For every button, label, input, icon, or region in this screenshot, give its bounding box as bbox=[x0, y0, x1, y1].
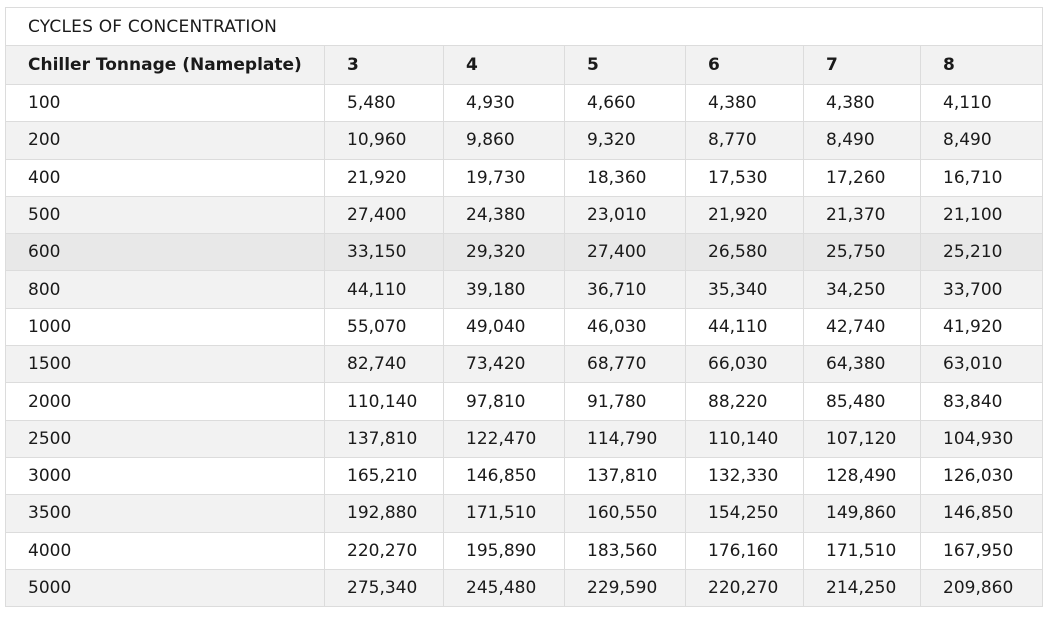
value-cell: 4,380 bbox=[804, 85, 921, 122]
value-cell: 104,930 bbox=[921, 420, 1043, 457]
value-cell: 132,330 bbox=[686, 457, 804, 494]
tonnage-cell: 800 bbox=[6, 271, 325, 308]
tonnage-cell: 1500 bbox=[6, 346, 325, 383]
value-cell: 23,010 bbox=[565, 196, 686, 233]
value-cell: 160,550 bbox=[565, 495, 686, 532]
value-cell: 88,220 bbox=[686, 383, 804, 420]
value-cell: 17,260 bbox=[804, 159, 921, 196]
table-row bbox=[6, 495, 1043, 532]
table-row bbox=[6, 346, 1043, 383]
value-cell: 4,380 bbox=[686, 85, 804, 122]
value-cell: 122,470 bbox=[444, 420, 565, 457]
tonnage-cell: 400 bbox=[6, 159, 325, 196]
value-cell: 19,730 bbox=[444, 159, 565, 196]
value-cell: 21,920 bbox=[686, 196, 804, 233]
value-cell: 24,380 bbox=[444, 196, 565, 233]
value-cell: 275,340 bbox=[325, 569, 444, 606]
tonnage-cell: 3000 bbox=[6, 457, 325, 494]
value-cell: 171,510 bbox=[444, 495, 565, 532]
column-header-cycles-4: 4 bbox=[444, 46, 565, 85]
tonnage-cell: 600 bbox=[6, 234, 325, 271]
tonnage-cell: 3500 bbox=[6, 495, 325, 532]
table-row bbox=[6, 122, 1043, 159]
value-cell: 126,030 bbox=[921, 457, 1043, 494]
value-cell: 5,480 bbox=[325, 85, 444, 122]
value-cell: 195,890 bbox=[444, 532, 565, 569]
value-cell: 44,110 bbox=[686, 308, 804, 345]
value-cell: 4,660 bbox=[565, 85, 686, 122]
table-row bbox=[6, 308, 1043, 345]
column-header-cycles-8: 8 bbox=[921, 46, 1043, 85]
value-cell: 17,530 bbox=[686, 159, 804, 196]
tonnage-cell: 1000 bbox=[6, 308, 325, 345]
value-cell: 10,960 bbox=[325, 122, 444, 159]
value-cell: 128,490 bbox=[804, 457, 921, 494]
value-cell: 68,770 bbox=[565, 346, 686, 383]
value-cell: 55,070 bbox=[325, 308, 444, 345]
table-row bbox=[6, 159, 1043, 196]
value-cell: 209,860 bbox=[921, 569, 1043, 606]
value-cell: 137,810 bbox=[325, 420, 444, 457]
tonnage-cell: 100 bbox=[6, 85, 325, 122]
value-cell: 146,850 bbox=[444, 457, 565, 494]
table-row bbox=[6, 457, 1043, 494]
value-cell: 8,490 bbox=[804, 122, 921, 159]
value-cell: 25,210 bbox=[921, 234, 1043, 271]
value-cell: 29,320 bbox=[444, 234, 565, 271]
value-cell: 49,040 bbox=[444, 308, 565, 345]
value-cell: 114,790 bbox=[565, 420, 686, 457]
value-cell: 46,030 bbox=[565, 308, 686, 345]
data-table-container bbox=[5, 7, 1042, 607]
value-cell: 83,840 bbox=[921, 383, 1043, 420]
value-cell: 9,320 bbox=[565, 122, 686, 159]
table-row bbox=[6, 85, 1043, 122]
value-cell: 245,480 bbox=[444, 569, 565, 606]
value-cell: 9,860 bbox=[444, 122, 565, 159]
table-row bbox=[6, 196, 1043, 233]
column-header-cycles-6: 6 bbox=[686, 46, 804, 85]
column-header-tonnage: Chiller Tonnage (Nameplate) bbox=[6, 46, 325, 85]
value-cell: 35,340 bbox=[686, 271, 804, 308]
value-cell: 110,140 bbox=[686, 420, 804, 457]
value-cell: 33,700 bbox=[921, 271, 1043, 308]
value-cell: 27,400 bbox=[325, 196, 444, 233]
value-cell: 8,490 bbox=[921, 122, 1043, 159]
value-cell: 85,480 bbox=[804, 383, 921, 420]
column-header-cycles-3: 3 bbox=[325, 46, 444, 85]
tonnage-cell: 2500 bbox=[6, 420, 325, 457]
value-cell: 110,140 bbox=[325, 383, 444, 420]
value-cell: 167,950 bbox=[921, 532, 1043, 569]
table-row bbox=[6, 271, 1043, 308]
column-header-cycles-5: 5 bbox=[565, 46, 686, 85]
table-body bbox=[6, 85, 1043, 607]
value-cell: 97,810 bbox=[444, 383, 565, 420]
table-row bbox=[6, 420, 1043, 457]
cycles-of-concentration-table bbox=[5, 7, 1043, 607]
value-cell: 220,270 bbox=[686, 569, 804, 606]
value-cell: 73,420 bbox=[444, 346, 565, 383]
tonnage-cell: 200 bbox=[6, 122, 325, 159]
value-cell: 21,370 bbox=[804, 196, 921, 233]
table-row bbox=[6, 532, 1043, 569]
value-cell: 171,510 bbox=[804, 532, 921, 569]
column-header-cycles-7: 7 bbox=[804, 46, 921, 85]
value-cell: 16,710 bbox=[921, 159, 1043, 196]
value-cell: 91,780 bbox=[565, 383, 686, 420]
value-cell: 176,160 bbox=[686, 532, 804, 569]
value-cell: 220,270 bbox=[325, 532, 444, 569]
tonnage-cell: 4000 bbox=[6, 532, 325, 569]
value-cell: 63,010 bbox=[921, 346, 1043, 383]
tonnage-cell: 500 bbox=[6, 196, 325, 233]
value-cell: 4,930 bbox=[444, 85, 565, 122]
value-cell: 21,920 bbox=[325, 159, 444, 196]
value-cell: 146,850 bbox=[921, 495, 1043, 532]
tonnage-cell: 2000 bbox=[6, 383, 325, 420]
value-cell: 33,150 bbox=[325, 234, 444, 271]
value-cell: 82,740 bbox=[325, 346, 444, 383]
tonnage-cell: 5000 bbox=[6, 569, 325, 606]
value-cell: 64,380 bbox=[804, 346, 921, 383]
value-cell: 36,710 bbox=[565, 271, 686, 308]
value-cell: 41,920 bbox=[921, 308, 1043, 345]
value-cell: 39,180 bbox=[444, 271, 565, 308]
table-caption-row bbox=[6, 8, 1043, 46]
value-cell: 107,120 bbox=[804, 420, 921, 457]
value-cell: 27,400 bbox=[565, 234, 686, 271]
value-cell: 18,360 bbox=[565, 159, 686, 196]
table-row bbox=[6, 234, 1043, 271]
value-cell: 44,110 bbox=[325, 271, 444, 308]
table-caption: CYCLES OF CONCENTRATION bbox=[6, 8, 1043, 46]
value-cell: 183,560 bbox=[565, 532, 686, 569]
value-cell: 154,250 bbox=[686, 495, 804, 532]
value-cell: 149,860 bbox=[804, 495, 921, 532]
table-row bbox=[6, 383, 1043, 420]
table-row bbox=[6, 569, 1043, 606]
value-cell: 192,880 bbox=[325, 495, 444, 532]
value-cell: 26,580 bbox=[686, 234, 804, 271]
value-cell: 66,030 bbox=[686, 346, 804, 383]
value-cell: 8,770 bbox=[686, 122, 804, 159]
value-cell: 165,210 bbox=[325, 457, 444, 494]
table-header-row bbox=[6, 46, 1043, 85]
value-cell: 4,110 bbox=[921, 85, 1043, 122]
value-cell: 214,250 bbox=[804, 569, 921, 606]
value-cell: 137,810 bbox=[565, 457, 686, 494]
value-cell: 229,590 bbox=[565, 569, 686, 606]
value-cell: 21,100 bbox=[921, 196, 1043, 233]
value-cell: 34,250 bbox=[804, 271, 921, 308]
value-cell: 42,740 bbox=[804, 308, 921, 345]
value-cell: 25,750 bbox=[804, 234, 921, 271]
